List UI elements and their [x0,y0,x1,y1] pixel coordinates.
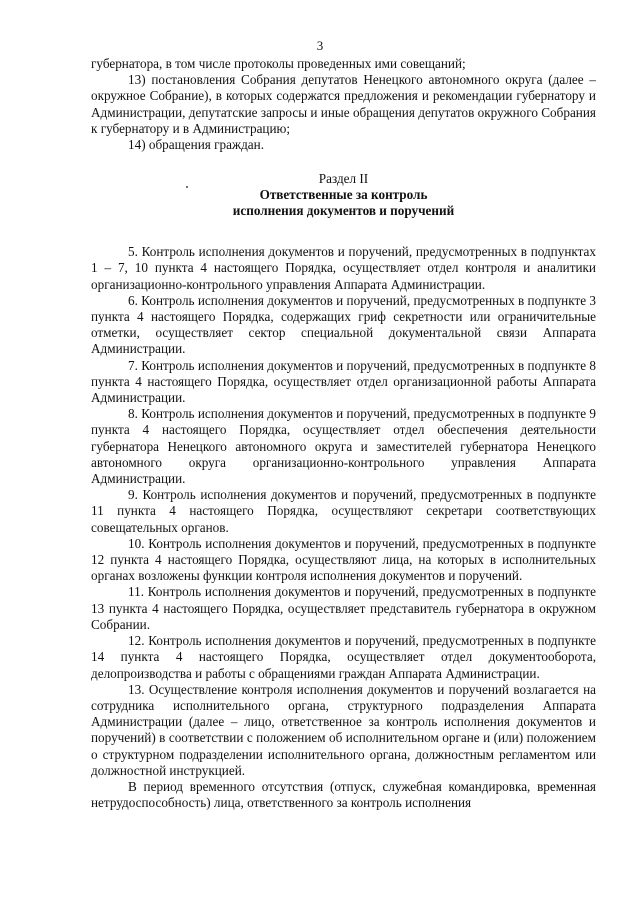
paragraph-10: 10. Контроль исполнения документов и поручений, предусмотренных в подпункте 12 пункта 4 настоящего Порядка, осуществляют лица, на которых в исполнительных органах возложены функции контроля исполнения документов и поручений. [91,535,596,584]
paragraph-continuation: губернатора, в том числе протоколы проведенных ими совещаний; [91,56,466,71]
paragraph-item-13: 13) постановления Собрания депутатов Ненецкого автономного округа (далее – окружное Собрание), в которых содержатся предложения и рекомендации губернатору и Администрации, депутатские запросы и иные обращения депутатов окружного Собрания к губернатору и в Администрацию; [91,72,596,136]
page-number: 3 [316,38,324,53]
paragraph-9: 9. Контроль исполнения документов и поручений, предусмотренных в подпункте 11 пункта 4 настоящего Порядка, осуществляют секретари соответствующих совещательных органов. [91,487,596,535]
paragraph-13-continuation: В период временного отсутствия (отпуск, служебная командировка, временная нетрудоспособность) лица, ответственного за контроль исполнения [91,778,596,811]
paragraph-item-14: 14) обращения граждан. [128,137,264,153]
paragraph-5: 5. Контроль исполнения документов и поручений, предусмотренных в подпунктах 1 – 7, 10 пункта 4 настоящего Порядка, осуществляет отдел контроля и аналитики организационно-контрольного управления Аппарата Администрации. [91,244,596,292]
paragraph-13: 13. Осуществление контроля исполнения документов и поручений возлагается на сотрудника исполнительного органа, структурного подразделения Аппарата Администрации (далее – лицо, ответственное за контроль исполнения документов и поручений) в соответствии с положением об исполнительном органе и (или) положением о структурном подразделении исполнительного органа, должностным регламентом или должностной инструкцией. [91,681,596,778]
paragraph-12: 12. Контроль исполнения документов и поручений, предусмотренных в подпункте 14 пункта 4 настоящего Порядка, осуществляет отдел документооборота, делопроизводства и работы с обращениями граждан Аппарата Администрации. [91,633,596,681]
section-title-line-2: исполнения документов и поручений [232,203,455,219]
paragraph-11: 11. Контроль исполнения документов и поручений, предусмотренных в подпункте 13 пункта 4 настоящего Порядка, осуществляет представитель губернатора в окружном Собрании. [91,584,596,632]
paragraph-7: 7. Контроль исполнения документов и поручений, предусмотренных в подпункте 8 пункта 4 настоящего Порядка, осуществляет отдел организационной работы Аппарата Администрации. [91,357,596,406]
paragraph-8: 8. Контроль исполнения документов и поручений, предусмотренных в подпункте 9 пункта 4 настоящего Порядка, осуществляет отдел обеспечения деятельности губернатора Ненецкого автономного округа и заместителей губернатора Ненецкого автономного округа организационно-контрольного управления Аппарата Администрации. [91,406,596,487]
section-title-line-1: Ответственные за контроль [259,187,428,203]
paragraph-6: 6. Контроль исполнения документов и поручений, предусмотренных в подпункте 3 пункта 4 настоящего Порядка, содержащих гриф секретности или ограничительные отметки, осуществляет сектор специальной документальной связи Аппарата Администрации. [91,292,596,357]
document-body [91,56,596,811]
section-label: Раздел II [318,171,369,187]
section-spacer [91,219,596,244]
